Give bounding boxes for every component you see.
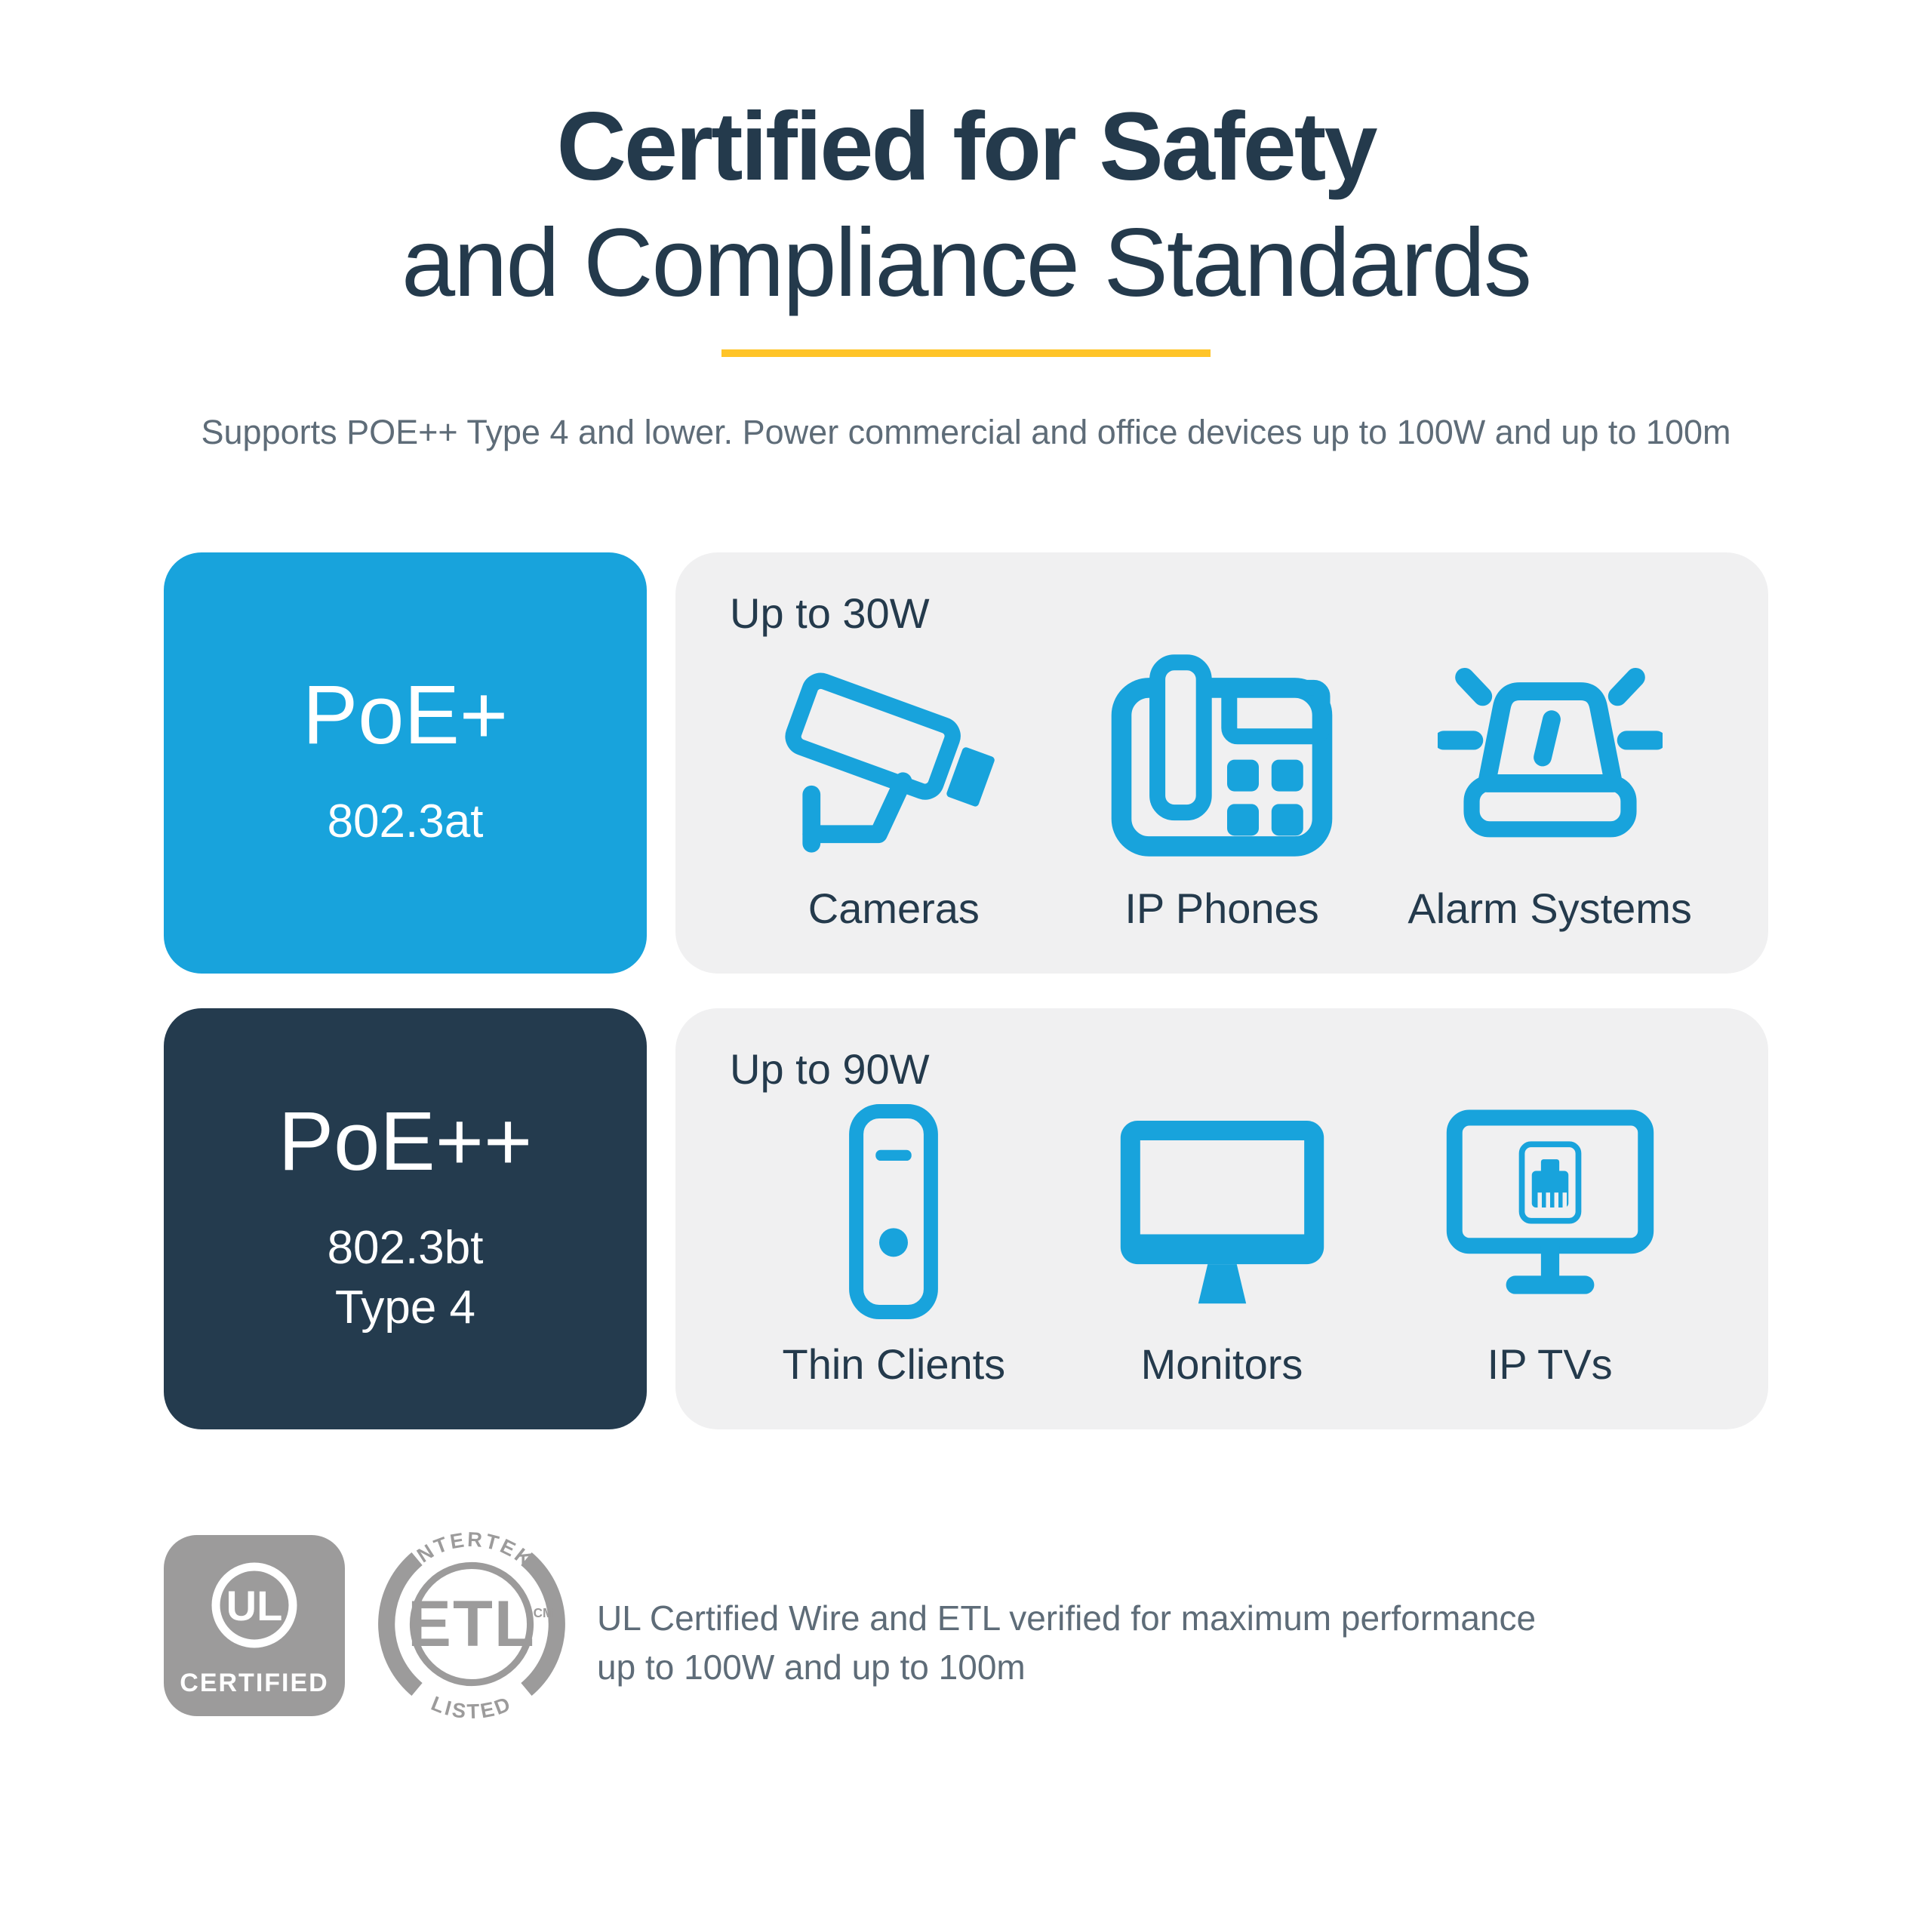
poe-plus-plus-standard-line1: 802.3bt <box>327 1221 484 1274</box>
device-label: IP TVs <box>1487 1340 1613 1388</box>
poe-plus-badge <box>164 552 647 974</box>
header <box>0 89 1932 452</box>
ip-phone-icon <box>1111 642 1333 869</box>
device-item-thin-clients <box>730 1098 1058 1389</box>
security-camera-icon <box>780 642 1007 869</box>
poe-plus-devices <box>730 642 1714 933</box>
etl-cm-mark: CM <box>533 1605 554 1620</box>
poe-plus-plus-devices <box>730 1098 1714 1389</box>
device-label: Thin Clients <box>782 1340 1006 1388</box>
device-item-monitors <box>1058 1098 1386 1389</box>
device-label: Monitors <box>1140 1340 1303 1388</box>
monitor-icon <box>1115 1098 1329 1324</box>
poe-plus-plus-standard <box>328 1218 484 1338</box>
ip-tv-icon <box>1446 1098 1654 1324</box>
device-item-cameras <box>730 642 1058 933</box>
poe-plus-title: PoE+ <box>302 669 509 762</box>
etl-intertek-arc-text: INTERTEK <box>404 1527 539 1573</box>
poe-plus-plus-panel <box>675 1008 1768 1429</box>
device-item-alarm-systems <box>1386 642 1714 933</box>
poe-plus-plus-row <box>164 1008 1768 1429</box>
poe-plus-row <box>164 552 1768 974</box>
device-item-ip-phones <box>1058 642 1386 933</box>
certification-caption-line1: UL Certified Wire and ETL verified for maximum performance <box>597 1598 1537 1638</box>
etl-listed-arc-text: LISTED <box>428 1691 515 1724</box>
etl-logo-letters: ETL <box>408 1588 536 1661</box>
certification-caption-line2: up to 100W and up to 100m <box>597 1647 1026 1687</box>
page-title-line1: Certified for Safety <box>556 93 1376 201</box>
accent-divider <box>721 349 1211 357</box>
poe-plus-standard-line: 802.3at <box>327 795 484 848</box>
certification-caption <box>597 1594 1536 1693</box>
poe-plus-plus-standard-line2: Type 4 <box>334 1281 476 1334</box>
poe-plus-panel-header: Up to 30W <box>730 589 930 637</box>
subtitle: Supports POE++ Type 4 and lower. Power commercial and office devices up to 100W and up to 100m <box>201 413 1731 452</box>
page-title-line2: and Compliance Standards <box>401 208 1531 317</box>
poe-plus-plus-panel-header: Up to 90W <box>730 1045 930 1093</box>
device-label: Cameras <box>808 884 980 932</box>
content-rows <box>164 552 1768 1429</box>
poe-plus-plus-title: PoE++ <box>278 1094 533 1188</box>
poe-plus-plus-badge <box>164 1008 647 1429</box>
poe-plus-standard <box>328 792 484 851</box>
device-item-ip-tvs <box>1386 1098 1714 1389</box>
ul-logo-letters: UL <box>226 1582 283 1629</box>
alarm-siren-icon <box>1438 642 1663 869</box>
device-label: Alarm Systems <box>1407 884 1692 932</box>
ul-certified-badge <box>164 1535 345 1720</box>
certification-footer <box>164 1521 1536 1730</box>
thin-client-icon <box>847 1098 940 1324</box>
etl-listed-badge <box>369 1521 574 1730</box>
poe-plus-panel <box>675 552 1768 974</box>
ul-certified-label: CERTIFIED <box>180 1669 329 1697</box>
device-label: IP Phones <box>1124 884 1319 932</box>
